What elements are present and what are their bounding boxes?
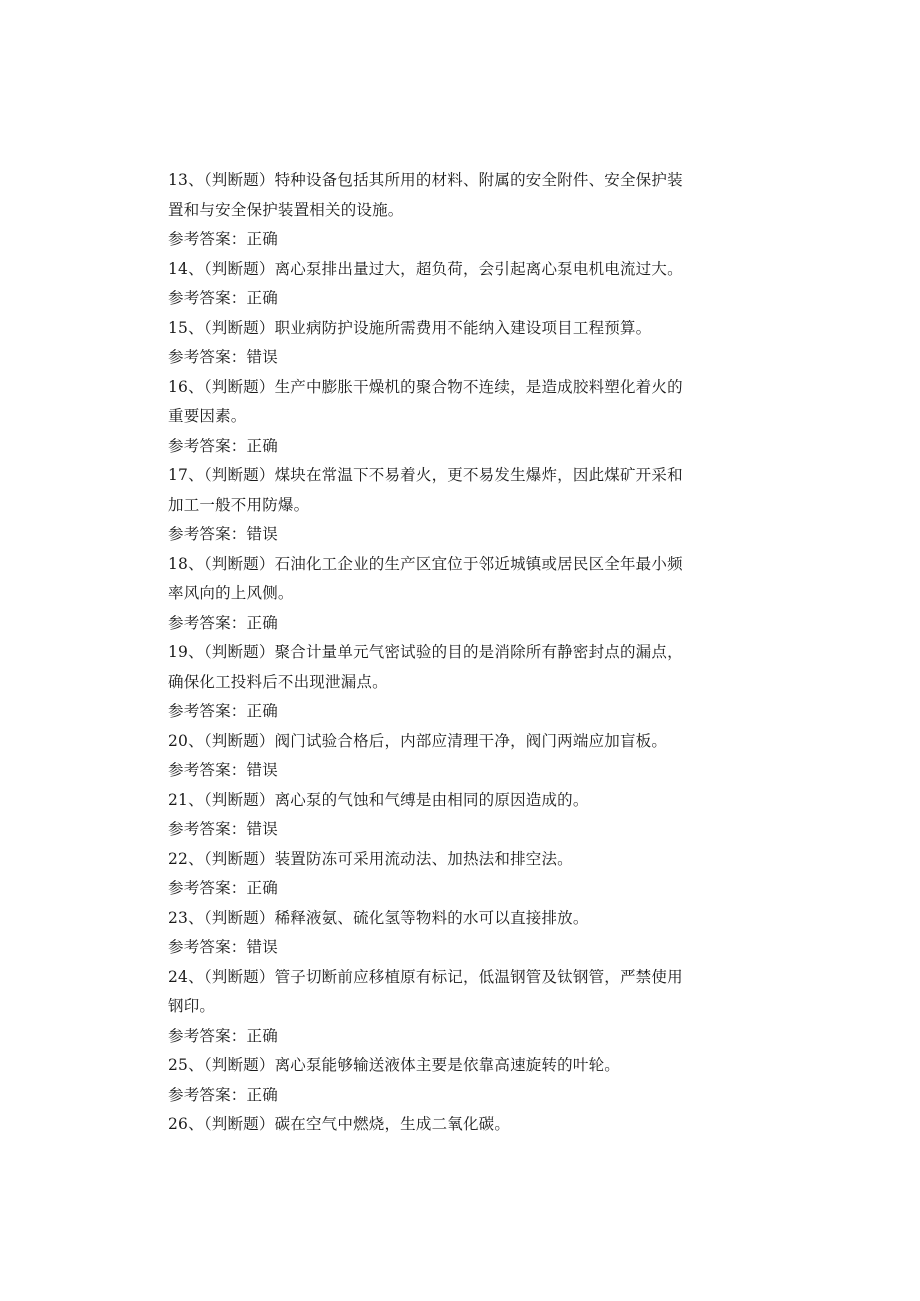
question-text: 22、（判断题）装置防冻可采用流动法、加热法和排空法。: [168, 849, 573, 868]
question-list: [168, 166, 743, 1140]
answer-text: 参考答案：错误: [168, 761, 278, 779]
question-text: 23、（判断题）稀释液氨、硫化氢等物料的水可以直接排放。: [168, 908, 589, 927]
question-text: 18、（判断题）石油化工企业的生产区宜位于邻近城镇或居民区全年最小频: [168, 554, 683, 573]
answer-text: 参考答案：正确: [168, 289, 278, 307]
question-18: [168, 550, 743, 639]
question-text: 16、（判断题）生产中膨胀干燥机的聚合物不连续，是造成胶料塑化着火的: [168, 377, 683, 396]
question-21: [168, 786, 743, 845]
answer-text: 参考答案：正确: [168, 230, 278, 248]
question-15: [168, 314, 743, 373]
question-text: 14、（判断题）离心泵排出量过大，超负荷，会引起离心泵电机电流过大。: [168, 259, 683, 278]
answer-text: 参考答案：正确: [168, 613, 278, 632]
answer-text: 参考答案：正确: [168, 1026, 278, 1045]
question-22: [168, 845, 743, 904]
answer-text: 参考答案：错误: [168, 525, 278, 543]
question-text: 加工一般不用防爆。: [168, 495, 310, 514]
question-20: [168, 727, 743, 786]
question-text: 26、（判断题）碳在空气中燃烧，生成二氧化碳。: [168, 1115, 511, 1133]
question-text: 20、（判断题）阀门试验合格后，内部应清理干净，阀门两端应加盲板。: [168, 731, 668, 750]
question-25: [168, 1051, 743, 1110]
question-text: 19、（判断题）聚合计量单元气密试验的目的是消除所有静密封点的漏点，: [168, 643, 683, 661]
answer-text: 参考答案：错误: [168, 820, 278, 838]
question-16: [168, 373, 743, 462]
question-24: [168, 963, 743, 1052]
question-text: 17、（判断题）煤块在常温下不易着火，更不易发生爆炸，因此煤矿开采和: [168, 466, 683, 484]
question-text: 置和与安全保护装置相关的设施。: [168, 200, 404, 219]
question-text: 率风向的上风侧。: [168, 584, 294, 602]
answer-text: 参考答案：正确: [168, 879, 278, 897]
question-text: 21、（判断题）离心泵的气蚀和气缚是由相同的原因造成的。: [168, 790, 589, 809]
question-text: 15、（判断题）职业病防护设施所需费用不能纳入建设项目工程预算。: [168, 318, 652, 337]
question-text: 24、（判断题）管子切断前应移植原有标记，低温钢管及钛钢管，严禁使用: [168, 967, 683, 986]
answer-text: 参考答案：正确: [168, 436, 278, 455]
question-14: [168, 255, 743, 314]
answer-text: 参考答案：正确: [168, 1085, 278, 1104]
question-17: [168, 461, 743, 550]
answer-text: 参考答案：错误: [168, 348, 278, 366]
question-13: [168, 166, 743, 255]
answer-text: 参考答案：错误: [168, 938, 278, 956]
question-text: 13、（判断题）特种设备包括其所用的材料、附属的安全附件、安全保护装: [168, 171, 683, 189]
question-23: [168, 904, 743, 963]
question-text: 钢印。: [168, 997, 216, 1015]
answer-text: 参考答案：正确: [168, 702, 278, 720]
question-text: 25、（判断题）离心泵能够输送液体主要是依靠高速旋转的叶轮。: [168, 1056, 620, 1074]
question-text: 重要因素。: [168, 407, 247, 425]
question-text: 确保化工投料后不出现泄漏点。: [168, 672, 388, 691]
question-19: [168, 638, 743, 727]
question-26: [168, 1110, 743, 1140]
